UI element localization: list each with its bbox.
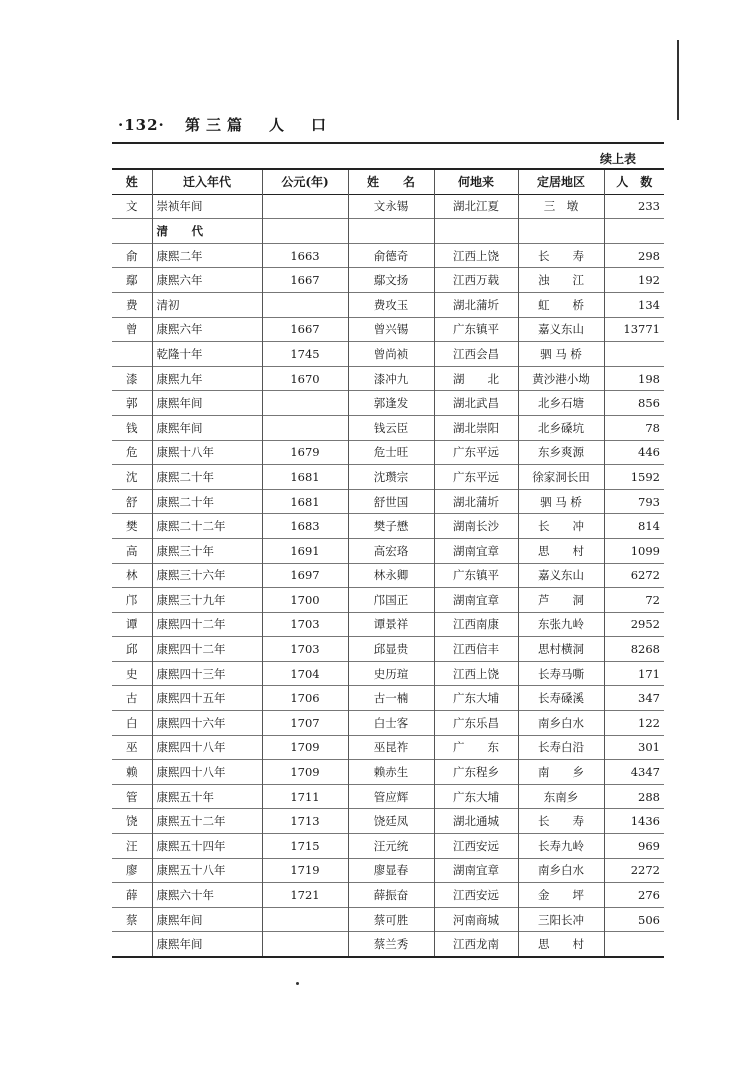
cell-settlement: 三 墩 xyxy=(518,194,604,219)
cell-origin: 湖北蒲圻 xyxy=(434,292,518,317)
cell-name: 费攻玉 xyxy=(348,292,434,317)
cell-reign: 康熙三十六年 xyxy=(152,563,262,588)
table-row xyxy=(112,711,664,736)
cell-reign: 崇祯年间 xyxy=(152,194,262,219)
print-dot xyxy=(296,982,299,985)
cell-settlement: 长 冲 xyxy=(518,514,604,539)
cell-reign: 康熙四十八年 xyxy=(152,760,262,785)
dynasty-row xyxy=(112,219,664,244)
cell-origin: 江西会昌 xyxy=(434,342,518,367)
page-header xyxy=(118,114,332,135)
cell-settlement: 芦 洞 xyxy=(518,588,604,613)
cell-ad-year xyxy=(262,292,348,317)
cell-name: 樊子懋 xyxy=(348,514,434,539)
section-title: 第三篇 人 口 xyxy=(185,116,333,134)
cell-settlement: 驷 马 桥 xyxy=(518,489,604,514)
cell-surname: 管 xyxy=(126,789,138,804)
table-row xyxy=(112,268,664,293)
cell-population xyxy=(604,342,664,367)
cell-ad-year: 1670 xyxy=(262,366,348,391)
cell-surname: 邝 xyxy=(126,592,138,607)
cell-reign: 康熙四十二年 xyxy=(152,612,262,637)
cell-origin: 江西万载 xyxy=(434,268,518,293)
cell-name: 钱云臣 xyxy=(348,415,434,440)
cell-origin xyxy=(434,219,518,244)
cell-reign: 康熙四十八年 xyxy=(152,735,262,760)
col-header-ad-year: 公元(年) xyxy=(262,169,348,194)
cell-surname: 古 xyxy=(126,691,138,706)
cell-name: 邝国正 xyxy=(348,588,434,613)
table-row xyxy=(112,292,664,317)
cell-name: 舒世国 xyxy=(348,489,434,514)
cell-name: 文永锡 xyxy=(348,194,434,219)
cell-settlement: 长 寿 xyxy=(518,243,604,268)
cell-name: 汪元统 xyxy=(348,834,434,859)
cell-population: 446 xyxy=(604,440,664,465)
cell-reign: 康熙四十三年 xyxy=(152,661,262,686)
cell-reign: 康熙年间 xyxy=(152,932,262,957)
header-rule xyxy=(112,142,664,144)
cell-name xyxy=(348,219,434,244)
cell-origin: 广东平远 xyxy=(434,440,518,465)
cell-ad-year: 1683 xyxy=(262,514,348,539)
cell-settlement: 长寿白沿 xyxy=(518,735,604,760)
table-row xyxy=(112,686,664,711)
cell-reign: 康熙二十二年 xyxy=(152,514,262,539)
cell-surname: 汪 xyxy=(126,838,138,853)
cell-ad-year xyxy=(262,219,348,244)
cell-settlement: 徐家洞长田 xyxy=(518,465,604,490)
cell-reign: 康熙五十年 xyxy=(152,784,262,809)
cell-surname: 文 xyxy=(126,199,138,214)
cell-population: 13771 xyxy=(604,317,664,342)
cell-name: 蔡可胜 xyxy=(348,907,434,932)
cell-ad-year xyxy=(262,391,348,416)
cell-surname: 鄢 xyxy=(126,273,138,288)
cell-settlement: 东乡爽源 xyxy=(518,440,604,465)
cell-origin: 广东程乡 xyxy=(434,760,518,785)
table-row xyxy=(112,514,664,539)
cell-ad-year xyxy=(262,907,348,932)
cell-population: 233 xyxy=(604,194,664,219)
cell-reign: 乾隆十年 xyxy=(152,342,262,367)
cell-name: 郭逢发 xyxy=(348,391,434,416)
cell-surname: 白 xyxy=(126,715,138,730)
cell-population: 198 xyxy=(604,366,664,391)
cell-settlement: 嘉义东山 xyxy=(518,317,604,342)
cell-population: 276 xyxy=(604,883,664,908)
table-row xyxy=(112,809,664,834)
cell-reign: 康熙二十年 xyxy=(152,465,262,490)
table-row xyxy=(112,760,664,785)
cell-ad-year xyxy=(262,194,348,219)
cell-settlement: 浊 江 xyxy=(518,268,604,293)
cell-settlement: 长 寿 xyxy=(518,809,604,834)
table-header-row xyxy=(112,169,664,194)
cell-name: 高宏珞 xyxy=(348,538,434,563)
cell-origin: 广东大埔 xyxy=(434,784,518,809)
cell-ad-year: 1745 xyxy=(262,342,348,367)
cell-surname: 巫 xyxy=(126,740,138,755)
cell-settlement: 南 乡 xyxy=(518,760,604,785)
cell-name: 危士旺 xyxy=(348,440,434,465)
cell-ad-year xyxy=(262,415,348,440)
cell-name: 史历瑄 xyxy=(348,661,434,686)
cell-population: 288 xyxy=(604,784,664,809)
cell-surname: 廖 xyxy=(126,863,138,878)
cell-name: 曾尚祯 xyxy=(348,342,434,367)
cell-origin: 广东大埔 xyxy=(434,686,518,711)
table-row xyxy=(112,588,664,613)
cell-reign: 康熙四十六年 xyxy=(152,711,262,736)
table-row xyxy=(112,858,664,883)
cell-origin: 江西南康 xyxy=(434,612,518,637)
cell-ad-year: 1703 xyxy=(262,612,348,637)
cell-reign: 康熙三十年 xyxy=(152,538,262,563)
cell-settlement: 思 村 xyxy=(518,932,604,957)
cell-ad-year: 1700 xyxy=(262,588,348,613)
cell-name: 饶廷凤 xyxy=(348,809,434,834)
table-row xyxy=(112,194,664,219)
cell-surname: 舒 xyxy=(126,494,138,509)
migration-table xyxy=(112,168,664,958)
cell-name: 古一楠 xyxy=(348,686,434,711)
cell-settlement: 北乡磉坑 xyxy=(518,415,604,440)
cell-name: 鄢文扬 xyxy=(348,268,434,293)
cell-reign: 康熙十八年 xyxy=(152,440,262,465)
cell-population: 171 xyxy=(604,661,664,686)
cell-population: 6272 xyxy=(604,563,664,588)
cell-ad-year: 1709 xyxy=(262,735,348,760)
cell-population: 2272 xyxy=(604,858,664,883)
table-row xyxy=(112,735,664,760)
cell-surname: 漆 xyxy=(126,371,138,386)
cell-ad-year: 1721 xyxy=(262,883,348,908)
cell-surname: 高 xyxy=(126,543,138,558)
col-header-population: 人 数 xyxy=(604,169,664,194)
page-number: ·132· xyxy=(118,116,165,134)
cell-name: 沈瓒宗 xyxy=(348,465,434,490)
cell-surname: 樊 xyxy=(126,519,138,534)
cell-settlement: 南乡白水 xyxy=(518,858,604,883)
cell-population: 301 xyxy=(604,735,664,760)
cell-settlement: 金 坪 xyxy=(518,883,604,908)
cell-settlement: 长寿九岭 xyxy=(518,834,604,859)
cell-population: 298 xyxy=(604,243,664,268)
cell-reign: 康熙三十九年 xyxy=(152,588,262,613)
cell-population: 134 xyxy=(604,292,664,317)
table-row xyxy=(112,317,664,342)
cell-settlement: 三阳长冲 xyxy=(518,907,604,932)
cell-population: 1436 xyxy=(604,809,664,834)
cell-surname xyxy=(112,342,152,367)
cell-name: 谭景祥 xyxy=(348,612,434,637)
cell-surname xyxy=(112,219,152,244)
cell-population: 192 xyxy=(604,268,664,293)
cell-ad-year: 1679 xyxy=(262,440,348,465)
cell-name: 林永卿 xyxy=(348,563,434,588)
cell-surname: 赖 xyxy=(126,765,138,780)
cell-ad-year: 1711 xyxy=(262,784,348,809)
cell-origin: 江西安远 xyxy=(434,834,518,859)
cell-reign: 康熙年间 xyxy=(152,391,262,416)
cell-ad-year: 1681 xyxy=(262,465,348,490)
cell-ad-year: 1663 xyxy=(262,243,348,268)
cell-reign: 康熙四十五年 xyxy=(152,686,262,711)
cell-surname: 蔡 xyxy=(126,912,138,927)
table-row xyxy=(112,489,664,514)
cell-ad-year: 1707 xyxy=(262,711,348,736)
cell-name: 廖显春 xyxy=(348,858,434,883)
cell-reign: 清 代 xyxy=(152,219,262,244)
cell-population: 1592 xyxy=(604,465,664,490)
table-row xyxy=(112,932,664,957)
table-row xyxy=(112,612,664,637)
table-row xyxy=(112,637,664,662)
table-row xyxy=(112,465,664,490)
cell-origin: 湖南宜章 xyxy=(434,538,518,563)
cell-surname: 饶 xyxy=(126,814,138,829)
cell-origin: 江西龙南 xyxy=(434,932,518,957)
cell-ad-year: 1697 xyxy=(262,563,348,588)
cell-surname: 邱 xyxy=(126,642,138,657)
cell-ad-year: 1719 xyxy=(262,858,348,883)
cell-settlement: 思村横洞 xyxy=(518,637,604,662)
cell-settlement: 长寿磉溪 xyxy=(518,686,604,711)
cell-population: 793 xyxy=(604,489,664,514)
cell-surname: 郭 xyxy=(126,396,138,411)
cell-population: 78 xyxy=(604,415,664,440)
cell-settlement: 虹 桥 xyxy=(518,292,604,317)
cell-settlement: 长寿马嘶 xyxy=(518,661,604,686)
cell-name: 邱显贵 xyxy=(348,637,434,662)
cell-surname: 沈 xyxy=(126,469,138,484)
cell-reign: 康熙二十年 xyxy=(152,489,262,514)
cell-population: 122 xyxy=(604,711,664,736)
cell-reign: 清初 xyxy=(152,292,262,317)
cell-population: 2952 xyxy=(604,612,664,637)
cell-surname: 危 xyxy=(126,445,138,460)
cell-origin: 湖南宜章 xyxy=(434,858,518,883)
cell-population xyxy=(604,219,664,244)
continued-label: 续上表 xyxy=(600,152,637,166)
cell-reign: 康熙年间 xyxy=(152,415,262,440)
cell-settlement: 北乡石塘 xyxy=(518,391,604,416)
cell-surname: 费 xyxy=(126,297,138,312)
cell-ad-year: 1715 xyxy=(262,834,348,859)
cell-surname: 曾 xyxy=(126,322,138,337)
cell-ad-year: 1667 xyxy=(262,268,348,293)
table-row xyxy=(112,342,664,367)
cell-origin: 河南商城 xyxy=(434,907,518,932)
cell-ad-year: 1706 xyxy=(262,686,348,711)
table-row xyxy=(112,243,664,268)
cell-origin: 广东乐昌 xyxy=(434,711,518,736)
col-header-origin: 何地来 xyxy=(434,169,518,194)
cell-surname: 俞 xyxy=(126,248,138,263)
cell-origin: 湖南宜章 xyxy=(434,588,518,613)
cell-origin: 湖北江夏 xyxy=(434,194,518,219)
cell-name: 漆冲九 xyxy=(348,366,434,391)
table-row xyxy=(112,907,664,932)
cell-settlement: 驷 马 桥 xyxy=(518,342,604,367)
cell-origin: 湖北蒲圻 xyxy=(434,489,518,514)
cell-reign: 康熙二年 xyxy=(152,243,262,268)
cell-reign: 康熙五十八年 xyxy=(152,858,262,883)
cell-name: 蔡兰秀 xyxy=(348,932,434,957)
cell-origin: 湖北通城 xyxy=(434,809,518,834)
cell-surname: 谭 xyxy=(126,617,138,632)
cell-origin: 广东镇平 xyxy=(434,563,518,588)
cell-settlement: 思 村 xyxy=(518,538,604,563)
cell-ad-year: 1681 xyxy=(262,489,348,514)
cell-origin: 湖北武昌 xyxy=(434,391,518,416)
cell-ad-year: 1691 xyxy=(262,538,348,563)
cell-origin: 江西上饶 xyxy=(434,661,518,686)
cell-surname: 薛 xyxy=(126,888,138,903)
table-row xyxy=(112,440,664,465)
cell-origin: 江西上饶 xyxy=(434,243,518,268)
cell-reign: 康熙九年 xyxy=(152,366,262,391)
cell-ad-year: 1667 xyxy=(262,317,348,342)
cell-name: 曾兴锡 xyxy=(348,317,434,342)
cell-reign: 康熙五十二年 xyxy=(152,809,262,834)
cell-name: 赖赤生 xyxy=(348,760,434,785)
cell-surname xyxy=(112,932,152,957)
cell-origin: 湖南长沙 xyxy=(434,514,518,539)
cell-settlement: 南乡白水 xyxy=(518,711,604,736)
cell-population: 347 xyxy=(604,686,664,711)
col-header-settlement: 定居地区 xyxy=(518,169,604,194)
cell-reign: 康熙六年 xyxy=(152,268,262,293)
cell-reign: 康熙六十年 xyxy=(152,883,262,908)
cell-origin: 广东镇平 xyxy=(434,317,518,342)
col-header-name: 姓 名 xyxy=(348,169,434,194)
table-row xyxy=(112,563,664,588)
cell-population: 814 xyxy=(604,514,664,539)
cell-name: 白士客 xyxy=(348,711,434,736)
cell-origin: 湖 北 xyxy=(434,366,518,391)
cell-name: 巫昆祚 xyxy=(348,735,434,760)
cell-surname: 钱 xyxy=(126,420,138,435)
page-binding-line xyxy=(677,40,679,120)
cell-reign: 康熙五十四年 xyxy=(152,834,262,859)
table-row xyxy=(112,834,664,859)
cell-settlement: 东张九岭 xyxy=(518,612,604,637)
table-row xyxy=(112,538,664,563)
table-row xyxy=(112,366,664,391)
table-row xyxy=(112,391,664,416)
cell-population: 856 xyxy=(604,391,664,416)
cell-settlement: 东南乡 xyxy=(518,784,604,809)
table-row xyxy=(112,415,664,440)
cell-population: 72 xyxy=(604,588,664,613)
cell-population: 4347 xyxy=(604,760,664,785)
cell-name: 薛振奋 xyxy=(348,883,434,908)
cell-population: 1099 xyxy=(604,538,664,563)
cell-settlement: 黄沙港小坳 xyxy=(518,366,604,391)
table-row xyxy=(112,883,664,908)
cell-population: 506 xyxy=(604,907,664,932)
cell-origin: 湖北崇阳 xyxy=(434,415,518,440)
cell-name: 管应辉 xyxy=(348,784,434,809)
cell-name: 俞德奇 xyxy=(348,243,434,268)
col-header-reign: 迁入年代 xyxy=(152,169,262,194)
cell-surname: 史 xyxy=(126,666,138,681)
cell-population xyxy=(604,932,664,957)
col-header-surname: 姓 xyxy=(125,175,138,190)
table-row xyxy=(112,661,664,686)
cell-population: 969 xyxy=(604,834,664,859)
cell-population: 8268 xyxy=(604,637,664,662)
cell-ad-year: 1704 xyxy=(262,661,348,686)
cell-reign: 康熙四十二年 xyxy=(152,637,262,662)
cell-reign: 康熙年间 xyxy=(152,907,262,932)
cell-origin: 江西安远 xyxy=(434,883,518,908)
cell-settlement xyxy=(518,219,604,244)
cell-origin: 江西信丰 xyxy=(434,637,518,662)
cell-ad-year: 1713 xyxy=(262,809,348,834)
table-row xyxy=(112,784,664,809)
cell-surname: 林 xyxy=(126,568,138,583)
cell-ad-year xyxy=(262,932,348,957)
cell-ad-year: 1709 xyxy=(262,760,348,785)
cell-reign: 康熙六年 xyxy=(152,317,262,342)
cell-settlement: 嘉义东山 xyxy=(518,563,604,588)
cell-origin: 广东平远 xyxy=(434,465,518,490)
cell-ad-year: 1703 xyxy=(262,637,348,662)
cell-origin: 广 东 xyxy=(434,735,518,760)
